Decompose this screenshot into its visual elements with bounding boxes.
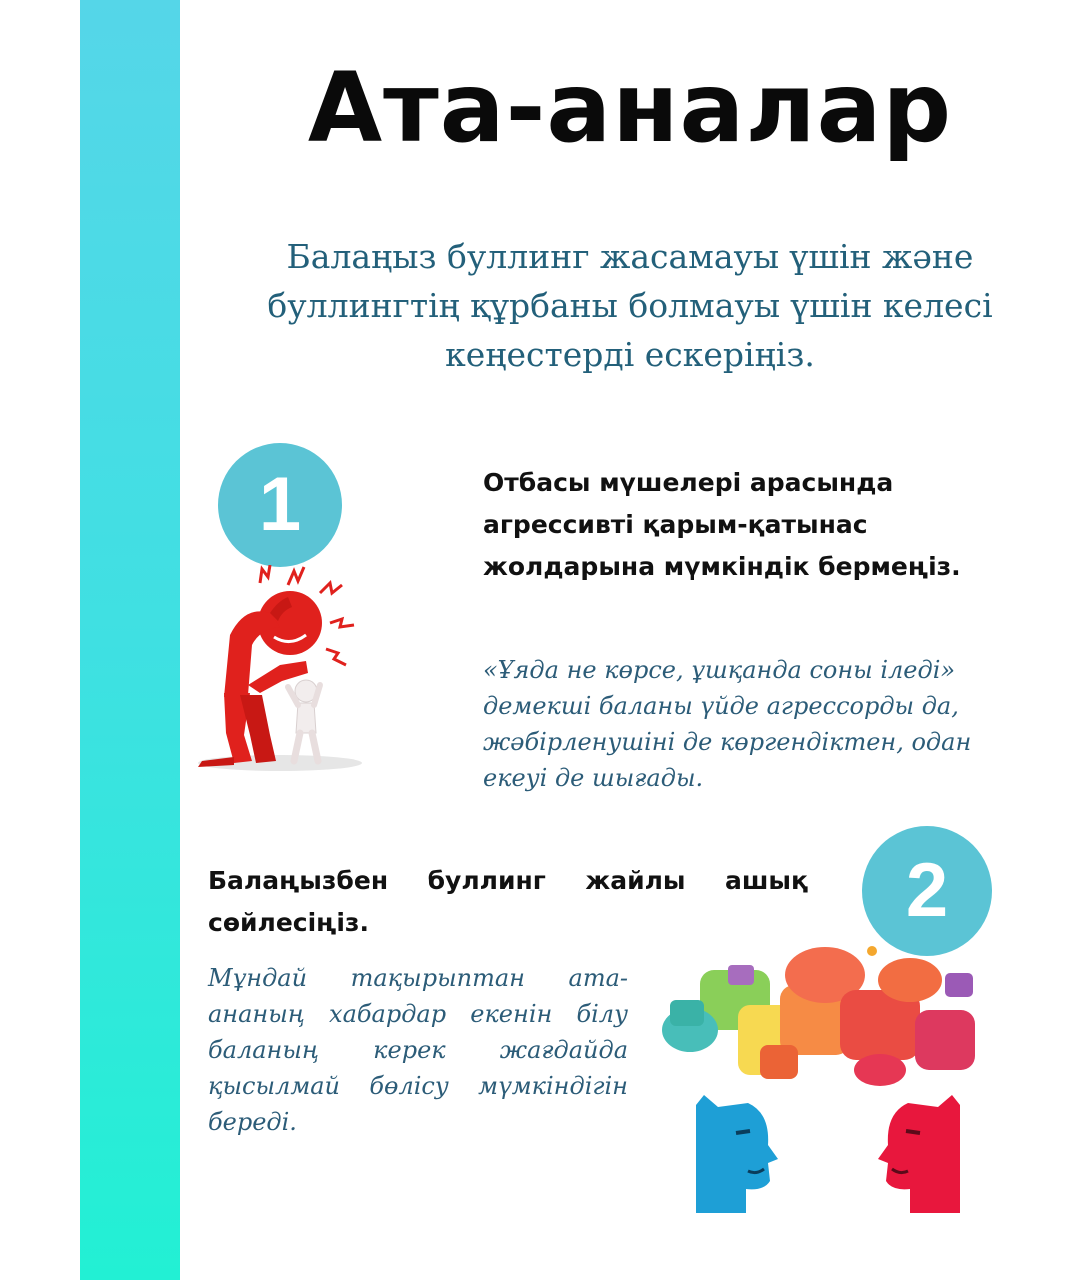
tip-2-number-badge: 2 (862, 826, 992, 956)
tip-1-heading: Отбасы мүшелері арасында агрессивті қарым-қатынас жолдарына мүмкіндік бермеңіз. (483, 468, 961, 581)
angry-adult-and-child-illustration (190, 565, 370, 775)
page-subtitle: Балаңыз буллинг жасамауы үшін және буллингтің құрбаны болмауы үшін келесі кеңестерді ескеріңіз. (267, 237, 993, 374)
tip-2-quote: Мұндай тақырыптан ата-ананың хабардар екенін білу баланың керек жағдайда қысылмай бөлісу мүмкіндігін береді. (208, 964, 628, 1136)
talking-heads-illustration (660, 945, 1000, 1215)
tip-1-number-badge: 1 (218, 443, 342, 567)
decorative-stripe (80, 0, 180, 1280)
tip-2-heading: Балаңызбен буллинг жайлы ашық сөйлесіңіз. (208, 866, 808, 937)
page-title: Ата-аналар (307, 52, 953, 164)
tip-1-quote: «Ұяда не көрсе, ұшқанда соны іледі» демекші баланы үйде агрессорды да, жәбірленушіні де көргендіктен, одан екеуі де шығады. (483, 656, 972, 792)
